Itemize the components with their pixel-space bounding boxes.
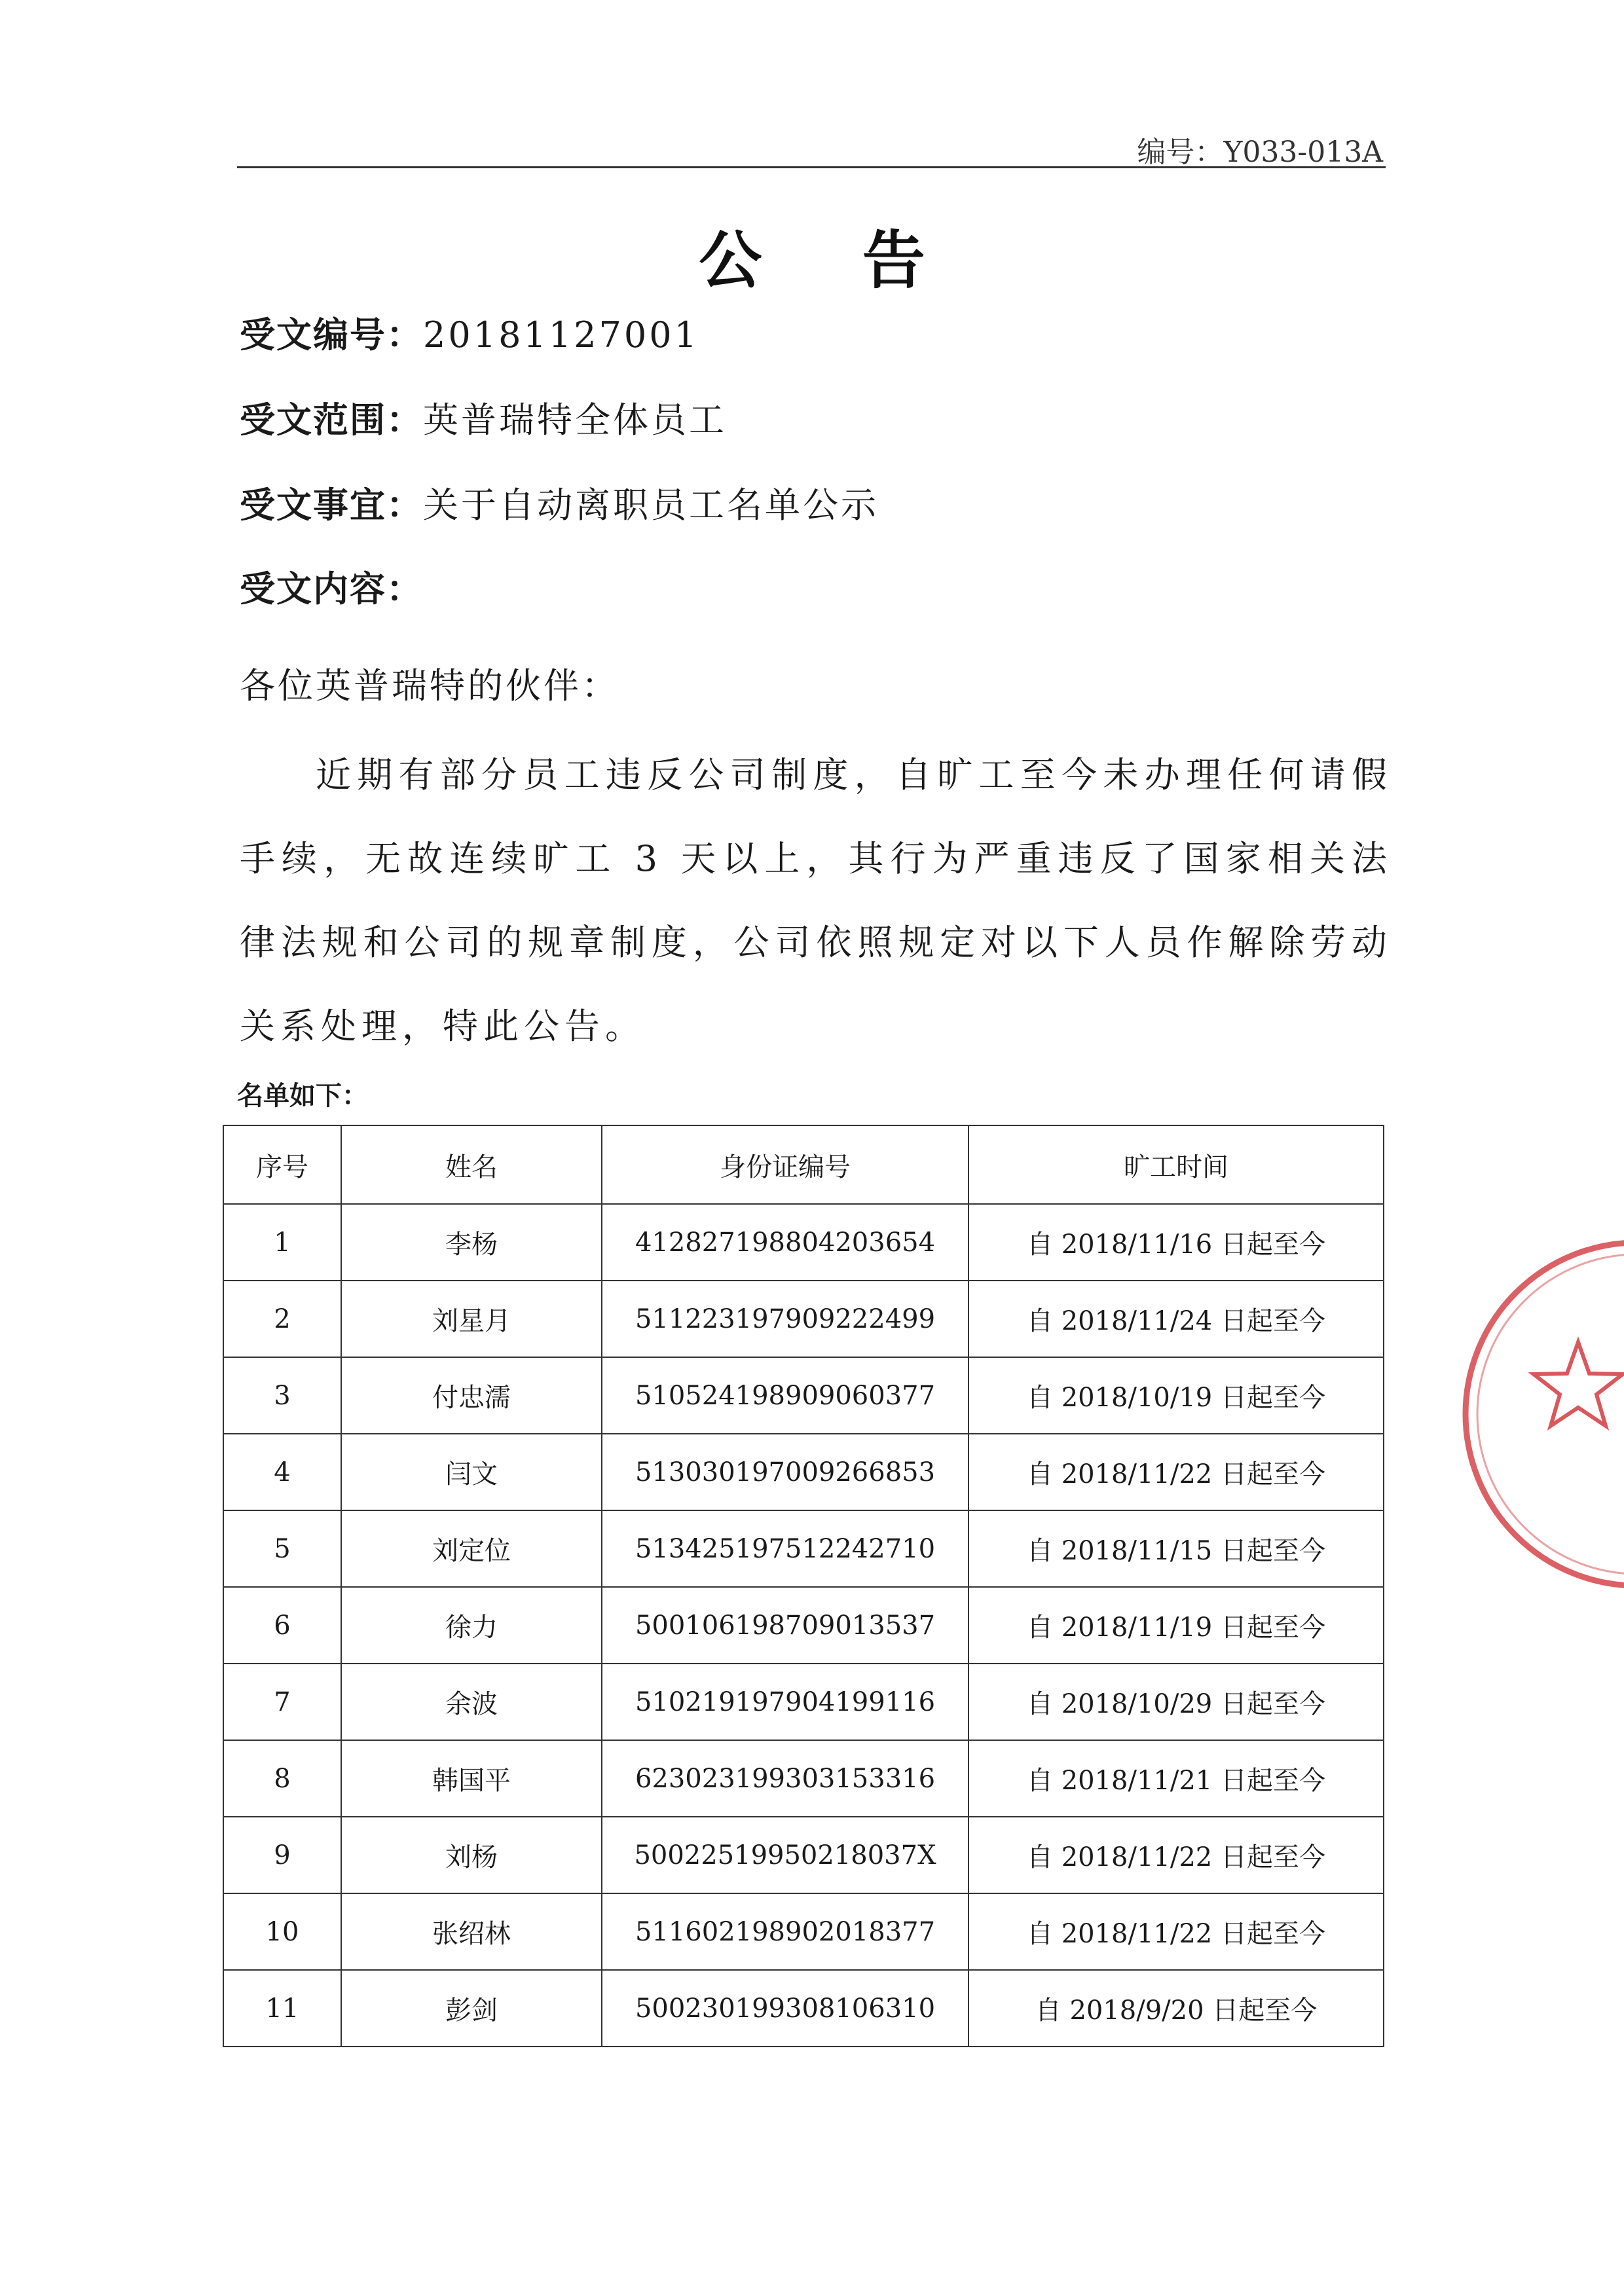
cell-seq: 2 [223, 1281, 341, 1357]
cell-seq: 5 [223, 1510, 341, 1587]
cell-name: 张绍林 [341, 1893, 602, 1970]
cell-name: 付忠濡 [341, 1357, 602, 1434]
table-row [223, 1893, 1384, 1970]
body-paragraph: 近期有部分员工违反公司制度，自旷工至今未办理任何请假手续，无故连续旷工 3 天以上，其行为严重违反了国家相关法律法规和公司的规章制度，公司依照规定对以下人员作解除劳动关系处理，特此公告。 [240, 754, 1392, 1047]
page-title: 公 告 [699, 224, 965, 297]
cell-seq: 1 [223, 1204, 341, 1281]
header-rule [237, 166, 1386, 168]
cell-name: 闫文 [341, 1434, 602, 1510]
cell-id: 511223197909222499 [602, 1281, 969, 1357]
cell-seq: 11 [223, 1970, 341, 2047]
cell-name: 李杨 [341, 1204, 602, 1281]
cell-id: 510219197904199116 [602, 1664, 969, 1740]
table-row [223, 1510, 1384, 1587]
cell-absence: 自 2018/11/19 日起至今 [969, 1587, 1384, 1664]
cell-seq: 9 [223, 1817, 341, 1893]
cell-absence: 自 2018/11/22 日起至今 [969, 1817, 1384, 1893]
cell-name: 韩国平 [341, 1740, 602, 1817]
table-row [223, 1204, 1384, 1281]
table-row [223, 1434, 1384, 1510]
cell-id: 500230199308106310 [602, 1970, 969, 2047]
table-header-row [223, 1125, 1384, 1204]
cell-id: 50022519950218037X [602, 1817, 969, 1893]
company-seal [1421, 1231, 1624, 1597]
cell-id: 412827198804203654 [602, 1204, 969, 1281]
header-id: 身份证编号 [602, 1125, 969, 1204]
table-row [223, 1281, 1384, 1357]
cell-name: 刘星月 [341, 1281, 602, 1357]
cell-absence: 自 2018/11/24 日起至今 [969, 1281, 1384, 1357]
cell-seq: 4 [223, 1434, 341, 1510]
cell-absence: 自 2018/10/29 日起至今 [969, 1664, 1384, 1740]
cell-name: 余波 [341, 1664, 602, 1740]
cell-name: 刘杨 [341, 1817, 602, 1893]
cell-id: 513030197009266853 [602, 1434, 969, 1510]
cell-seq: 6 [223, 1587, 341, 1664]
cell-id: 511602198902018377 [602, 1893, 969, 1970]
cell-absence: 自 2018/11/16 日起至今 [969, 1204, 1384, 1281]
field-scope-value: 英普瑞特全体员工 [423, 399, 727, 441]
table-row [223, 1740, 1384, 1817]
field-number-label: 受文编号： [240, 314, 423, 355]
field-matter-value: 关于自动离职员工名单公示 [423, 484, 879, 526]
cell-seq: 3 [223, 1357, 341, 1434]
field-scope-label: 受文范围： [240, 399, 423, 441]
cell-id: 500106198709013537 [602, 1587, 969, 1664]
cell-seq: 10 [223, 1893, 341, 1970]
cell-id: 510524198909060377 [602, 1357, 969, 1434]
cell-absence: 自 2018/11/22 日起至今 [969, 1893, 1384, 1970]
cell-id: 623023199303153316 [602, 1740, 969, 1817]
table-row [223, 1817, 1384, 1893]
field-scope [240, 399, 727, 441]
header-name: 姓名 [341, 1125, 602, 1204]
cell-seq: 8 [223, 1740, 341, 1817]
document-number: 编号：Y033-013A [1137, 136, 1383, 169]
header-seq: 序号 [223, 1125, 341, 1204]
cell-absence: 自 2018/11/21 日起至今 [969, 1740, 1384, 1817]
employee-table [223, 1125, 1384, 2047]
greeting: 各位英普瑞特的伙伴： [240, 665, 619, 706]
table-row [223, 1664, 1384, 1740]
cell-name: 彭剑 [341, 1970, 602, 2047]
cell-seq: 7 [223, 1664, 341, 1740]
cell-absence: 自 2018/9/20 日起至今 [969, 1970, 1384, 2047]
header-absence: 旷工时间 [969, 1125, 1384, 1204]
table-row [223, 1587, 1384, 1664]
cell-absence: 自 2018/11/22 日起至今 [969, 1434, 1384, 1510]
cell-absence: 自 2018/10/19 日起至今 [969, 1357, 1384, 1434]
list-label: 名单如下： [237, 1081, 368, 1111]
field-content [240, 568, 423, 610]
table-row [223, 1970, 1384, 2047]
field-number-value: 20181127001 [423, 314, 699, 355]
table-row [223, 1357, 1384, 1434]
field-matter-label: 受文事宜： [240, 484, 423, 526]
field-matter [240, 484, 879, 526]
field-content-label: 受文内容： [240, 568, 423, 610]
cell-id: 513425197512242710 [602, 1510, 969, 1587]
cell-name: 刘定位 [341, 1510, 602, 1587]
cell-name: 徐力 [341, 1587, 602, 1664]
cell-absence: 自 2018/11/15 日起至今 [969, 1510, 1384, 1587]
field-number [240, 314, 699, 356]
seal-star-icon [1534, 1342, 1623, 1426]
